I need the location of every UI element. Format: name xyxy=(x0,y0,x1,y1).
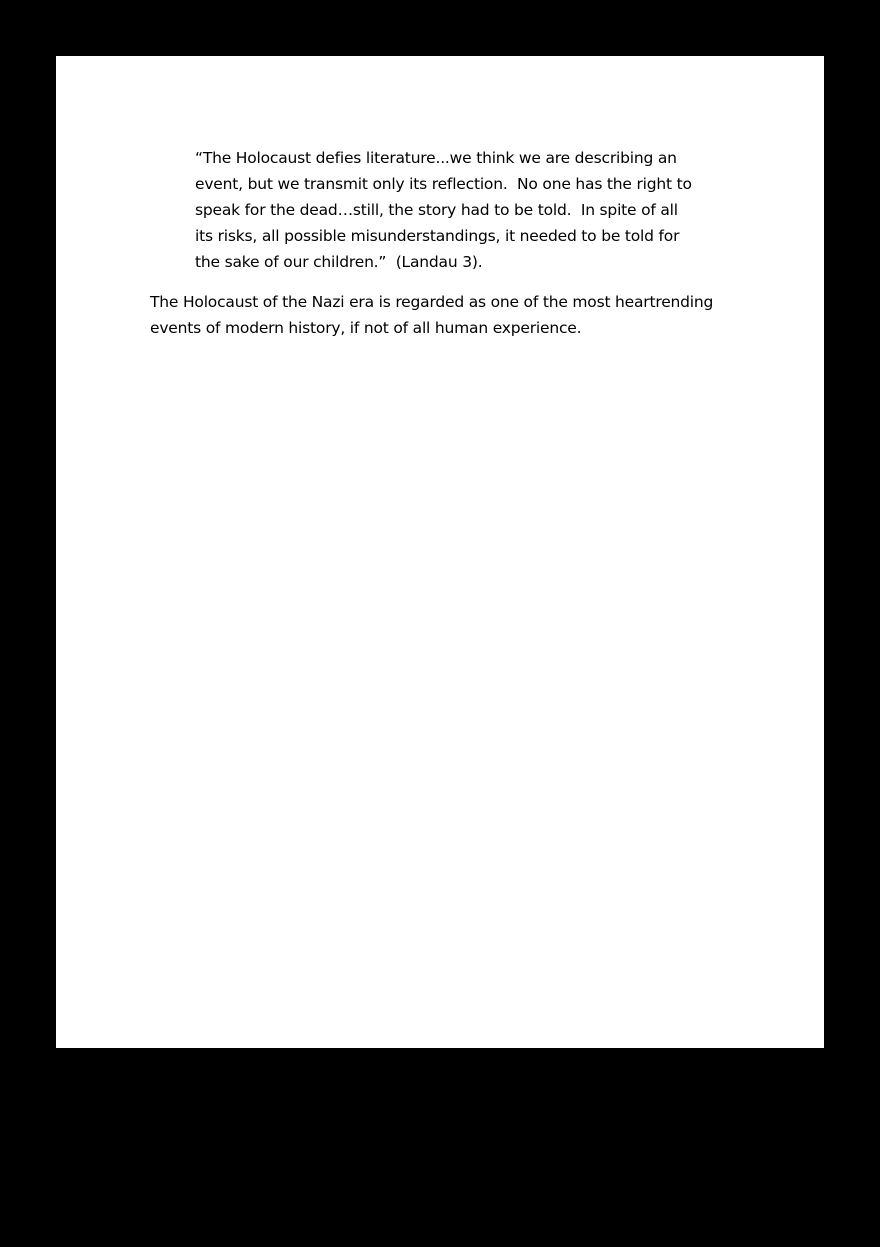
paragraph-line: The Holocaust of the Nazi era is regarded as one of the most heartrending xyxy=(150,293,714,311)
quote-line: “The Holocaust defies literature...we think we are describing an xyxy=(195,149,677,167)
body-paragraph xyxy=(150,289,713,341)
quote-line: its risks, all possible misunderstandings, it needed to be told for xyxy=(195,227,680,245)
quote-line: the sake of our children.” (Landau 3). xyxy=(195,253,483,271)
document-page xyxy=(56,56,824,1048)
quote-line: speak for the dead…still, the story had to be told. In spite of all xyxy=(195,201,678,219)
paragraph-line: events of modern history, if not of all human experience. xyxy=(150,319,582,337)
blockquote xyxy=(195,145,692,275)
quote-line: event, but we transmit only its reflection. No one has the right to xyxy=(195,175,692,193)
